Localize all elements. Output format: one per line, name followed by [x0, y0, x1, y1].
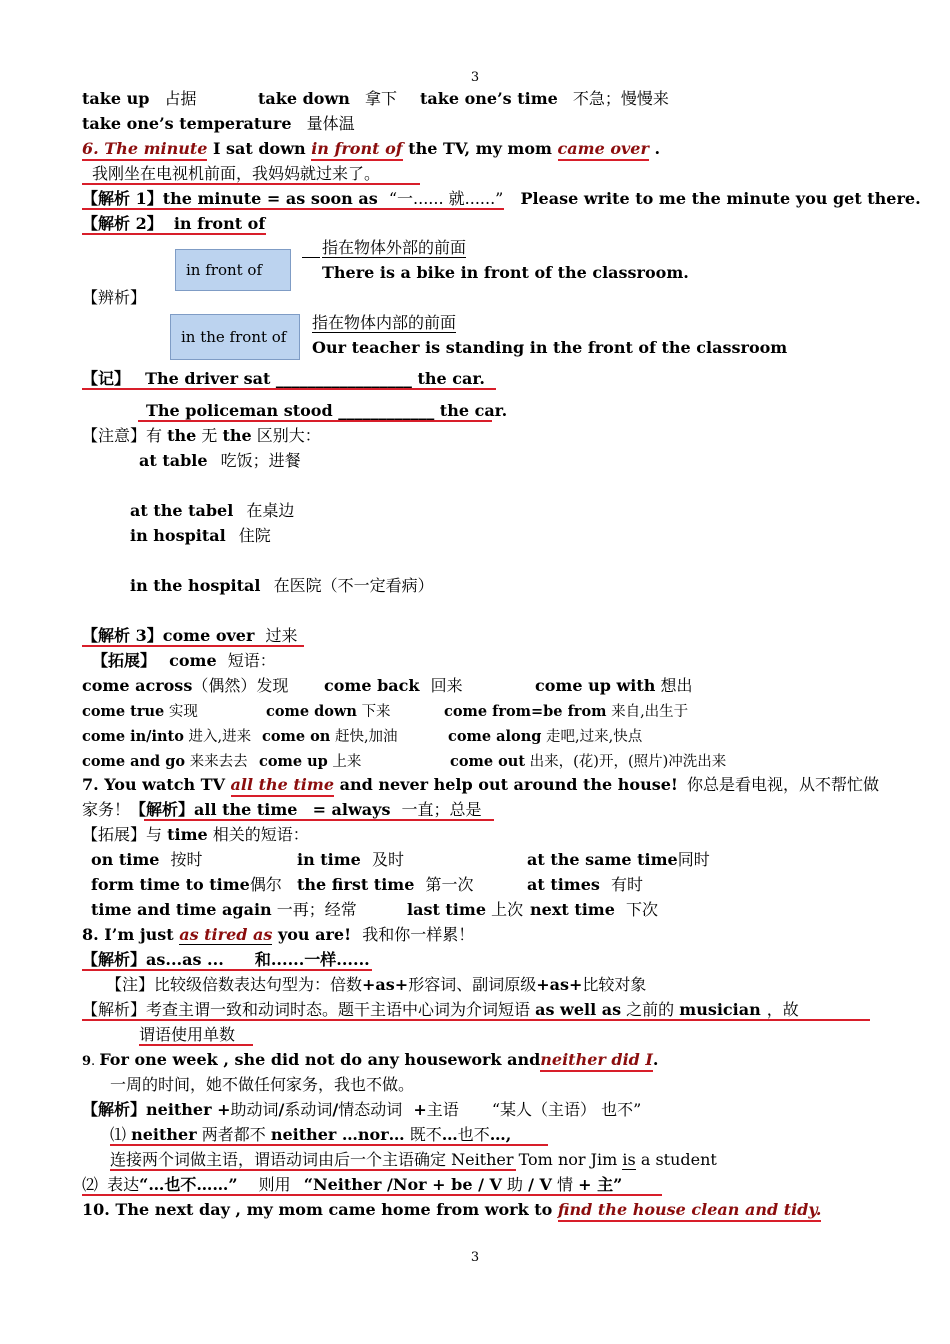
phrase: come across	[82, 676, 193, 695]
note-the	[82, 425, 321, 447]
list-marker: ⑵	[82, 1175, 99, 1194]
phrase: come out	[450, 753, 526, 770]
sentence-7-cont	[82, 799, 482, 821]
gloss: 量体温	[306, 114, 355, 133]
extension-time	[82, 824, 309, 846]
come-phrase	[448, 726, 642, 748]
formula: “Neither /Nor + be / V	[303, 1175, 502, 1194]
come-phrase	[324, 675, 463, 697]
bracket-line	[302, 257, 320, 258]
example-outside: There is a bike in front of the classroom.	[322, 263, 689, 282]
example-inside: Our teacher is standing in the front of the classroom	[312, 338, 788, 357]
keyword: as tired as	[179, 925, 273, 944]
keyword: neither …nor…	[270, 1125, 405, 1144]
sentence-number-keyword: 6. The minute	[82, 139, 207, 161]
text: 主语	[426, 1100, 459, 1119]
underline	[82, 1019, 870, 1021]
keyword: the	[222, 426, 252, 445]
label: 【解析 2】	[82, 214, 163, 233]
text: 两者都不	[196, 1125, 271, 1144]
phrase: at times	[527, 875, 600, 894]
compare-label: 【辨析】	[82, 288, 147, 307]
list-marker: ⑴	[110, 1125, 127, 1144]
text: 区别大：	[251, 426, 321, 445]
gloss: 在医院（不一定看病）	[273, 576, 434, 595]
memorize-2: The policeman stood ____________ the car.	[146, 401, 508, 420]
label: 【解析】	[130, 800, 195, 819]
text: “某人（主语） 也不”	[491, 1100, 642, 1119]
gloss: 偶尔	[249, 875, 282, 894]
phrase: come true	[82, 703, 165, 720]
phrase: come up with	[535, 676, 656, 695]
analysis-1	[82, 188, 921, 210]
in-front-of-box: in front of	[175, 249, 291, 291]
keyword: +as+	[362, 975, 409, 994]
analysis-3	[82, 625, 298, 647]
gloss: 下来	[361, 704, 391, 720]
keyword: find the house clean and tidy.	[558, 1200, 822, 1222]
gloss: 吃饭；进餐	[220, 451, 301, 470]
exercise: The driver sat _________________ the car.	[145, 369, 485, 388]
sentence-6-translation: 我刚坐在电视机前面，我妈妈就过来了。	[92, 164, 381, 183]
phrase: come from=be from	[444, 703, 607, 720]
phrase: come on	[262, 728, 331, 745]
phrase: take up	[82, 89, 150, 108]
sentence-text: and never help out around the house!	[334, 775, 678, 794]
sentence-number: 9	[82, 1054, 92, 1069]
text: …	[441, 1125, 458, 1144]
gloss: 走吧,过来,快点	[545, 729, 643, 745]
phrase: come and go	[82, 753, 186, 770]
phrase: come in/into	[82, 728, 184, 745]
gloss: 上次	[491, 900, 524, 919]
sentence-text: the TV, my mom	[402, 139, 558, 158]
underline	[139, 1044, 253, 1046]
keyword: as...as ...	[146, 950, 224, 969]
analysis-agreement-cont: 谓语使用单数	[139, 1025, 236, 1044]
formula: / V	[528, 1175, 552, 1194]
keyword: came over	[558, 139, 649, 161]
text: 和......一样......	[254, 950, 370, 969]
gloss: （偶然）发现	[192, 676, 289, 695]
gloss: 来自,出生于	[611, 704, 689, 720]
text: in front of	[173, 214, 266, 233]
time-phrase	[407, 899, 523, 921]
sentence-8	[82, 924, 474, 946]
come-phrase	[82, 701, 198, 723]
phrase-line-take-3	[420, 88, 669, 110]
sentence-9	[82, 1049, 658, 1071]
underline	[110, 1144, 548, 1146]
phrase: at the same time	[527, 850, 678, 869]
gloss: 拿下	[364, 89, 397, 108]
formula: + 主”	[578, 1175, 623, 1194]
label: 【解析 1】	[82, 189, 163, 208]
phrase: the first time	[297, 875, 415, 894]
example: a student	[635, 1150, 717, 1169]
text: 助	[501, 1175, 529, 1194]
neither-point-1	[110, 1124, 511, 1146]
analysis-2	[82, 213, 265, 235]
keyword: +as+	[536, 975, 583, 994]
text: 相关的短语：	[207, 825, 309, 844]
sentence-text: you are!	[272, 925, 352, 944]
text: 短语：	[227, 651, 276, 670]
keyword: neither +	[146, 1100, 231, 1119]
come-phrase	[82, 726, 251, 748]
text: 则用	[258, 1175, 291, 1194]
gloss: 过来	[265, 626, 298, 645]
phrase: in the hospital	[130, 576, 261, 595]
come-phrase	[82, 751, 248, 773]
text: 也不	[457, 1125, 490, 1144]
gloss: 及时	[371, 850, 404, 869]
come-phrase	[535, 675, 692, 697]
gloss: 住院	[238, 526, 271, 545]
come-phrase	[262, 726, 398, 748]
phrase: take one’s temperature	[82, 114, 292, 133]
text: 无	[196, 426, 223, 445]
in-the-front-of-box: in the front of	[170, 314, 300, 360]
come-phrase	[444, 701, 688, 723]
text: 情态动词	[338, 1100, 403, 1119]
text: 【注意】有	[82, 426, 168, 445]
example-keyword: is	[622, 1150, 636, 1169]
phrase: come back	[324, 676, 420, 695]
text: 情	[551, 1175, 579, 1194]
time-phrase	[91, 849, 203, 871]
keyword: neither did I	[540, 1050, 653, 1072]
note-at-the-tabel	[130, 500, 294, 522]
text: 【解析】考查主谓一致和动词时态。题干主语中心词为介词短语	[82, 1000, 536, 1019]
example: Neither Tom nor Jim	[451, 1150, 623, 1169]
gloss: 有时	[611, 875, 644, 894]
phrase: come up	[259, 753, 328, 770]
gloss: 来来去去	[189, 754, 248, 770]
time-phrase	[527, 849, 710, 871]
keyword: “…也不……”	[139, 1175, 238, 1194]
note-at-table	[139, 450, 301, 472]
underline	[82, 1194, 662, 1196]
underline	[82, 645, 304, 647]
sentence-text: I sat down	[207, 139, 312, 158]
label: 【记】	[82, 369, 131, 388]
gloss: 进入,进来	[188, 729, 252, 745]
keyword: musician	[679, 1000, 761, 1019]
gloss: 赶快,加油	[334, 729, 398, 745]
phrase: next time	[530, 900, 615, 919]
gloss: 不急；慢慢来	[572, 89, 669, 108]
text: 助动词	[230, 1100, 279, 1119]
underline	[138, 420, 492, 422]
page-number-top: 3	[470, 70, 480, 85]
gloss: 第一次	[425, 875, 474, 894]
extension-come	[92, 650, 276, 672]
time-phrase	[530, 899, 658, 921]
phrase: on time	[91, 850, 160, 869]
text: 既不	[404, 1125, 442, 1144]
sentence-10	[82, 1199, 821, 1221]
underline	[82, 969, 372, 971]
label: 【解析 3】	[82, 626, 163, 645]
phrase: time and time again	[91, 900, 272, 919]
gloss: 下次	[625, 900, 658, 919]
time-phrase	[527, 874, 643, 896]
keyword: in front of	[311, 139, 402, 161]
text: 【注】比较级倍数表达句型为：倍数	[106, 975, 363, 994]
gloss: 想出	[660, 676, 693, 695]
definition-outside	[322, 237, 466, 259]
sentence-6	[82, 138, 660, 160]
gloss: 回来	[430, 676, 463, 695]
analysis-neither	[82, 1099, 641, 1121]
phrase: take one’s time	[420, 89, 558, 108]
underline	[82, 183, 420, 185]
memorize-1	[82, 368, 485, 390]
come-phrase	[266, 701, 391, 723]
example-sentence: Please write to me the minute you get there.	[520, 189, 921, 208]
note-in-the-hospital	[130, 575, 434, 597]
time-phrase	[91, 874, 282, 896]
sentence-text: .	[648, 139, 661, 158]
phrase-line-temperature	[82, 113, 355, 135]
text: 比较对象	[582, 975, 647, 994]
phrase: last time	[407, 900, 486, 919]
translation: 家务！	[82, 800, 131, 819]
underline	[82, 388, 496, 390]
gloss: 一直；总是	[401, 800, 482, 819]
time-phrase	[91, 899, 357, 921]
time-phrase	[297, 874, 474, 896]
neither-point-2	[82, 1174, 622, 1196]
keyword: the	[167, 426, 197, 445]
analysis-8	[82, 949, 370, 971]
text: = always	[312, 800, 391, 819]
page-number-bottom: 3	[470, 1250, 480, 1265]
sentence-text: For one week , she did not do any housework and	[99, 1050, 541, 1069]
text: 形容词、副词原级	[408, 975, 537, 994]
translation: 你总是看电视，从不帮忙做	[687, 775, 880, 794]
text: ，故	[766, 1000, 799, 1019]
phrase: at table	[139, 451, 208, 470]
translation: 我和你一样累！	[362, 925, 475, 944]
gloss: 占据	[164, 89, 197, 108]
label: 【拓展】与	[82, 825, 168, 844]
keyword: come	[169, 651, 217, 670]
note-in-hospital	[130, 525, 271, 547]
text: the minute = as soon as	[162, 189, 378, 208]
underline	[110, 1169, 516, 1171]
gloss: 在桌边	[246, 501, 295, 520]
underline	[82, 208, 504, 210]
text: 表达	[107, 1175, 140, 1194]
underline	[82, 233, 266, 235]
sentence-7	[82, 774, 879, 796]
gloss: 同时	[677, 850, 710, 869]
punct: .	[91, 1054, 100, 1069]
label: 【解析】	[82, 950, 147, 969]
text: /	[278, 1100, 285, 1119]
text: …,	[489, 1125, 512, 1144]
text: 连接两个词做主语，谓语动词由后一个主语确定	[110, 1150, 452, 1169]
text: 系动词	[284, 1100, 333, 1119]
time-phrase	[297, 849, 404, 871]
text: 指在物体外部的前面	[322, 238, 467, 257]
text: +	[413, 1100, 427, 1119]
gloss: 上来	[332, 754, 362, 770]
sentence-text: 7. You watch TV	[82, 775, 231, 794]
phrase: in hospital	[130, 526, 226, 545]
text: 之前的	[621, 1000, 680, 1019]
note-comparison	[106, 974, 646, 996]
phrase-line-take-2	[258, 88, 397, 110]
gloss: 一再；经常	[276, 900, 357, 919]
gloss: 实现	[168, 704, 198, 720]
phrase: come down	[266, 703, 357, 720]
phrase: come along	[448, 728, 542, 745]
text: “一...... 就......”	[388, 189, 504, 208]
phrase: in time	[297, 850, 361, 869]
underline	[144, 819, 494, 821]
neither-point-1-cont	[110, 1149, 717, 1171]
analysis-agreement	[82, 999, 799, 1021]
sentence-text: 10. The next day , my mom came home from work to	[82, 1200, 558, 1219]
definition-inside	[312, 312, 456, 334]
sentence-9-translation: 一周的时间，她不做任何家务，我也不做。	[110, 1075, 415, 1094]
gloss: 出来，(花)开，(照片)冲洗出来	[529, 754, 727, 770]
come-phrase	[450, 751, 726, 773]
label: 【拓展】	[92, 651, 157, 670]
come-phrase	[82, 675, 288, 697]
keyword: as well as	[535, 1000, 622, 1019]
phrase-line-take	[82, 88, 197, 110]
text: /	[332, 1100, 339, 1119]
phrase: take down	[258, 89, 350, 108]
sentence-text: 8. I’m just	[82, 925, 180, 944]
keyword: all the time	[194, 800, 298, 819]
text: 指在物体内部的前面	[312, 313, 457, 332]
come-phrase	[259, 751, 361, 773]
keyword: all the time	[231, 775, 334, 797]
keyword: neither	[131, 1125, 197, 1144]
label: 【解析】	[82, 1100, 147, 1119]
keyword: time	[167, 825, 208, 844]
phrase: form time to time	[91, 875, 250, 894]
sentence-text: .	[652, 1050, 659, 1069]
phrase: come over	[162, 626, 255, 645]
phrase: at the tabel	[130, 501, 234, 520]
gloss: 按时	[170, 850, 203, 869]
